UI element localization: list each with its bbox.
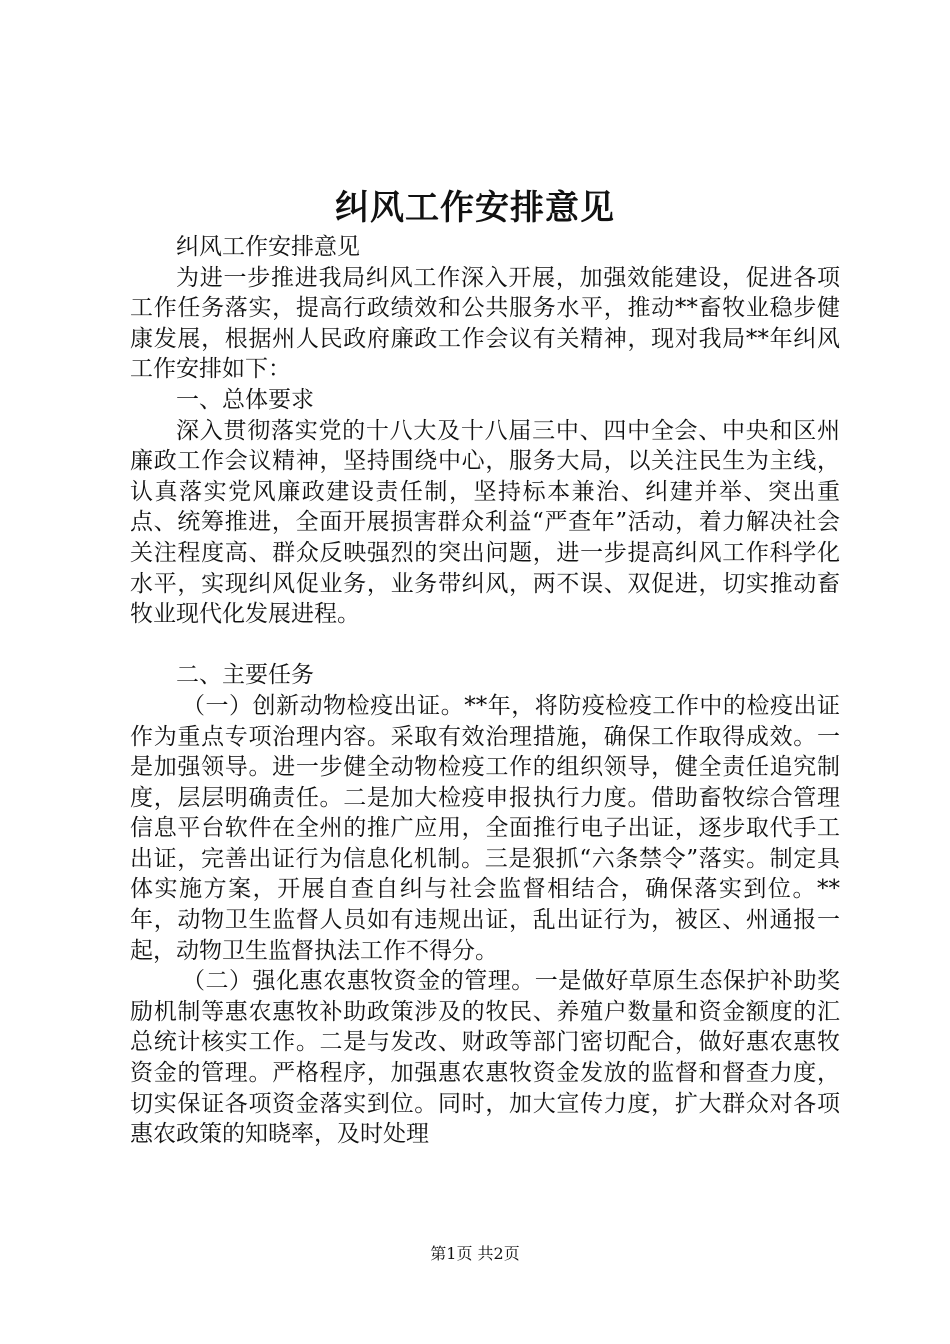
document-title: 纠风工作安排意见 <box>335 188 615 228</box>
section-heading-main-tasks: 二、主要任务 <box>176 662 314 689</box>
section-heading-general-requirements: 一、总体要求 <box>176 386 314 413</box>
document-body <box>130 232 840 1150</box>
general-requirements-paragraph: 深入贯彻落实党的十八大及十八届三中、四中全会、中央和区州廉政工作会议精神，坚持围绕中心，服务大局，以关注民生为主线，认真落实党风廉政建设责任制，坚持标本兼治、纠建并举、突出重点、统筹推进，全面开展损害群众利益“严查年”活动，着力解决社会关注程度高、群众反映强烈的突出问题，进一步提高纠风工作科学化水平，实现纠风促业务，业务带纠风，两不误、双促进，切实推动畜牧业现代化发展进程。 <box>130 417 840 628</box>
task-two-paragraph: （二）强化惠农惠牧资金的管理。一是做好草原生态保护补助奖励机制等惠农惠牧补助政策涉及的牧民、养殖户数量和资金额度的汇总统计核实工作。二是与发改、财政等部门密切配合，做好惠农惠牧资金的管理。严格程序，加强惠农惠牧资金发放的监督和督查力度，切实保证各项资金落实到位。同时，加大宣传力度，扩大群众对各项惠农政策的知晓率，及时处理 <box>130 968 840 1148</box>
paragraph-spacer <box>130 630 840 661</box>
subtitle-paragraph: 纠风工作安排意见 <box>176 234 360 260</box>
page-number-footer: 第1页 共2页 <box>430 1244 520 1263</box>
task-one-paragraph: （一）创新动物检疫出证。**年，将防疫检疫工作中的检疫出证作为重点专项治理内容。采取有效治理措施，确保工作取得成效。一是加强领导。进一步健全动物检疫工作的组织领导，健全责任追究制度，层层明确责任。二是加大检疫申报执行力度。借助畜牧综合管理信息平台软件在全州的推广应用，全面推行电子出证，逐步取代手工出证，完善出证行为信息化机制。三是狠抓“六条禁令”落实。制定具体实施方案，开展自查自纠与社会监督相结合，确保落实到位。**年，动物卫生监督人员如有违规出证，乱出证行为，被区、州通报一起，动物卫生监督执法工作不得分。 <box>130 692 840 964</box>
intro-paragraph: 为进一步推进我局纠风工作深入开展，加强效能建设，促进各项工作任务落实，提高行政绩效和公共服务水平，推动**畜牧业稳步健康发展，根据州人民政府廉政工作会议有关精神，现对我局**年纠风工作安排如下： <box>130 264 840 383</box>
